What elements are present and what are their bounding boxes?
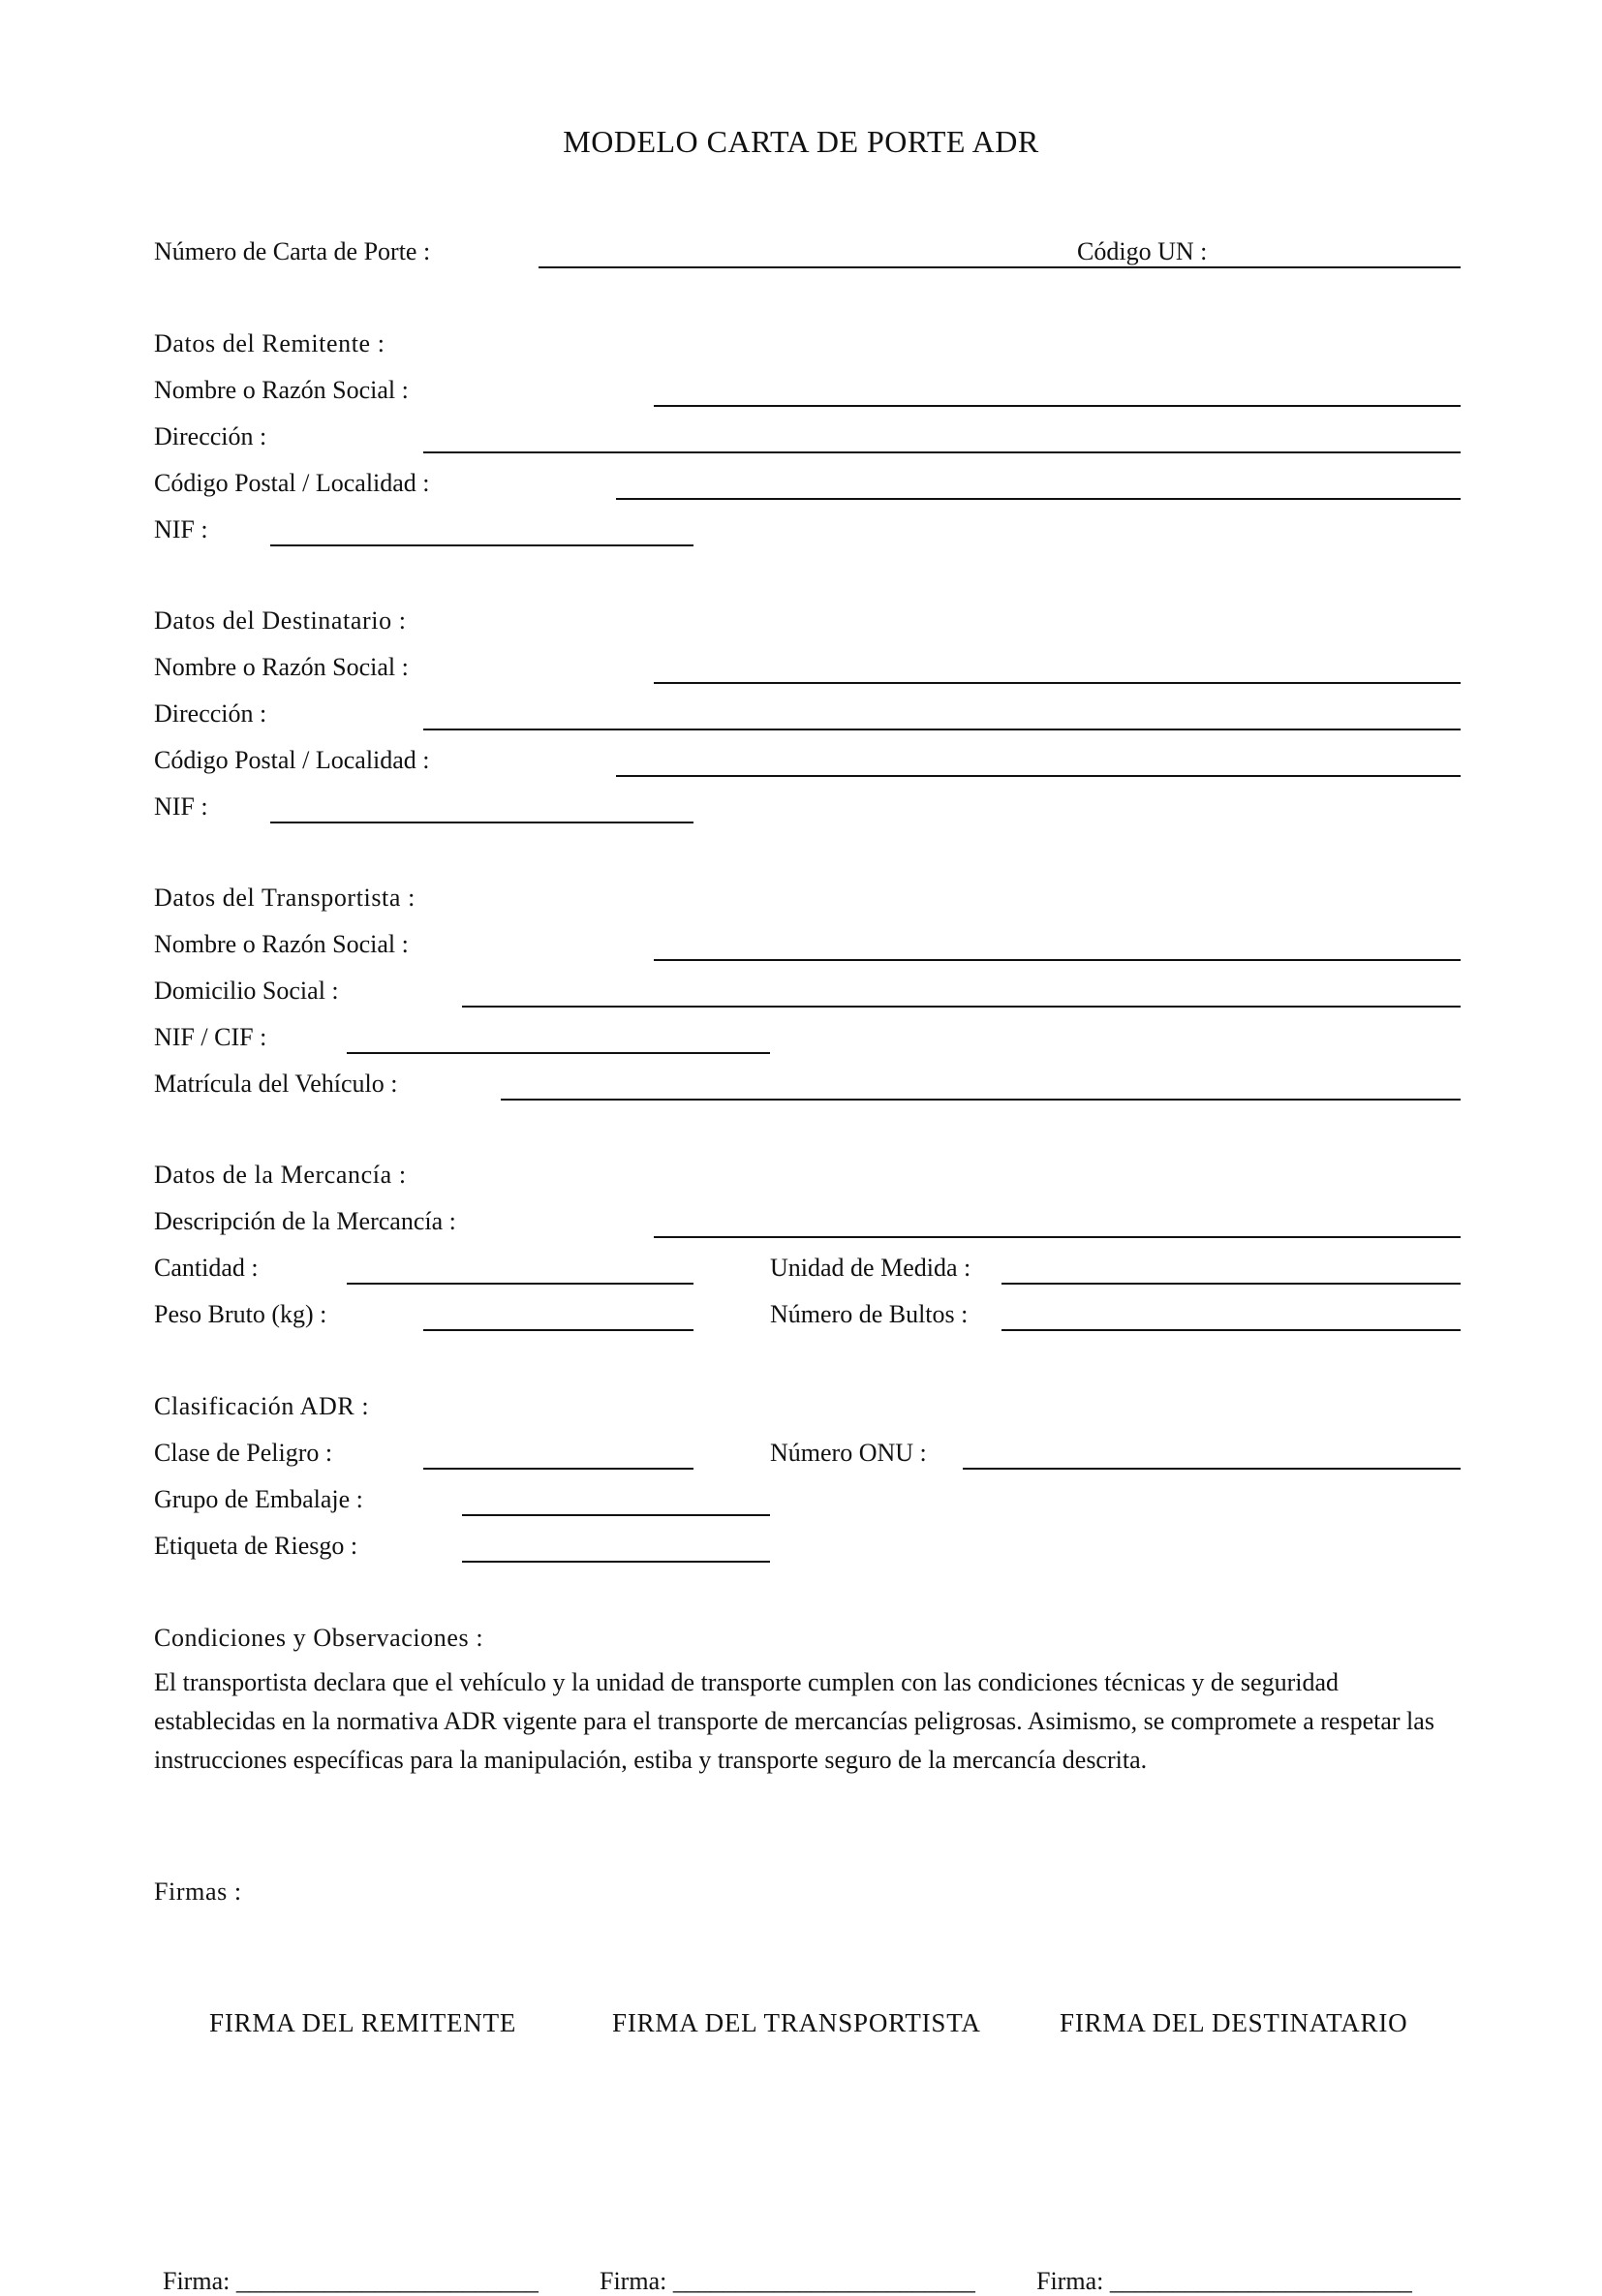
firmas-heading: Firmas :: [154, 1877, 242, 1906]
transportista-domicilio-label: Domicilio Social :: [154, 977, 339, 1005]
condiciones-text: El transportista declara que el vehículo y la unidad de transporte cumplen con las condiciones técnicas y de seguridad establecidas en la normativa ADR vigente para el transporte de mercancías peligrosas. Asimismo, se compromete a respetar las instrucciones específicas para la manipulación, estiba y transporte seguro de la mercancía descrita.: [154, 1668, 1434, 1774]
condiciones-heading: Condiciones y Observaciones :: [154, 1624, 484, 1652]
remitente-heading: Datos del Remitente :: [154, 329, 385, 357]
adr-clase-label: Clase de Peligro :: [154, 1439, 333, 1467]
adr-onu-field[interactable]: [963, 1468, 1461, 1470]
transportista-heading: Datos del Transportista :: [154, 884, 416, 912]
mercancia-bultos-field[interactable]: [1001, 1329, 1461, 1331]
transportista-nombre-field[interactable]: [654, 959, 1461, 961]
mercancia-cantidad-label: Cantidad :: [154, 1254, 259, 1282]
remitente-cp-field[interactable]: [616, 498, 1461, 500]
firma-remitente-label: FIRMA DEL REMITENTE: [209, 2008, 517, 2037]
mercancia-descripcion-label: Descripción de la Mercancía :: [154, 1207, 456, 1235]
mercancia-descripcion-field[interactable]: [654, 1236, 1461, 1238]
adr-etiqueta-label: Etiqueta de Riesgo :: [154, 1532, 358, 1560]
destinatario-heading: Datos del Destinatario :: [154, 606, 407, 635]
transportista-domicilio-field[interactable]: [462, 1006, 1461, 1008]
destinatario-nombre-field[interactable]: [654, 682, 1461, 684]
mercancia-peso-field[interactable]: [423, 1329, 693, 1331]
remitente-direccion-label: Dirección :: [154, 422, 267, 450]
adr-grupo-field[interactable]: [462, 1514, 770, 1516]
firma-transportista-label: FIRMA DEL TRANSPORTISTA: [612, 2008, 981, 2037]
mercancia-unidad-field[interactable]: [1001, 1283, 1461, 1285]
transportista-nif-cif-field[interactable]: [347, 1052, 770, 1054]
mercancia-bultos-label: Número de Bultos :: [770, 1300, 969, 1328]
adr-etiqueta-field[interactable]: [462, 1561, 770, 1563]
destinatario-direccion-label: Dirección :: [154, 699, 267, 728]
firma-transportista-field[interactable]: Firma: ________________________: [600, 2267, 975, 2295]
remitente-nombre-label: Nombre o Razón Social :: [154, 376, 409, 404]
adr-grupo-label: Grupo de Embalaje :: [154, 1485, 363, 1513]
document-title: MODELO CARTA DE PORTE ADR: [563, 124, 1039, 159]
mercancia-unidad-label: Unidad de Medida :: [770, 1254, 971, 1282]
adr-clase-field[interactable]: [423, 1468, 693, 1470]
codigo-un-label: Código UN :: [1077, 237, 1208, 265]
remitente-cp-label: Código Postal / Localidad :: [154, 469, 430, 497]
transportista-matricula-field[interactable]: [501, 1099, 1461, 1101]
numero-carta-label: Número de Carta de Porte :: [154, 237, 431, 265]
numero-carta-field[interactable]: [539, 266, 1461, 268]
destinatario-cp-label: Código Postal / Localidad :: [154, 746, 430, 774]
destinatario-nif-field[interactable]: [270, 822, 693, 823]
destinatario-nombre-label: Nombre o Razón Social :: [154, 653, 409, 681]
transportista-matricula-label: Matrícula del Vehículo :: [154, 1070, 398, 1098]
destinatario-cp-field[interactable]: [616, 775, 1461, 777]
firma-destinatario-field[interactable]: Firma: ________________________: [1036, 2267, 1412, 2295]
adr-onu-label: Número ONU :: [770, 1439, 927, 1467]
destinatario-direccion-field[interactable]: [423, 729, 1461, 730]
mercancia-peso-label: Peso Bruto (kg) :: [154, 1300, 327, 1328]
firma-remitente-field[interactable]: Firma: ________________________: [163, 2267, 539, 2295]
transportista-nif-cif-label: NIF / CIF :: [154, 1023, 267, 1051]
remitente-nif-label: NIF :: [154, 515, 208, 543]
remitente-nif-field[interactable]: [270, 544, 693, 546]
mercancia-heading: Datos de la Mercancía :: [154, 1161, 407, 1189]
mercancia-cantidad-field[interactable]: [347, 1283, 693, 1285]
firma-destinatario-label: FIRMA DEL DESTINATARIO: [1060, 2008, 1408, 2037]
remitente-direccion-field[interactable]: [423, 451, 1461, 453]
transportista-nombre-label: Nombre o Razón Social :: [154, 930, 409, 958]
destinatario-nif-label: NIF :: [154, 792, 208, 821]
remitente-nombre-field[interactable]: [654, 405, 1461, 407]
adr-heading: Clasificación ADR :: [154, 1392, 370, 1420]
